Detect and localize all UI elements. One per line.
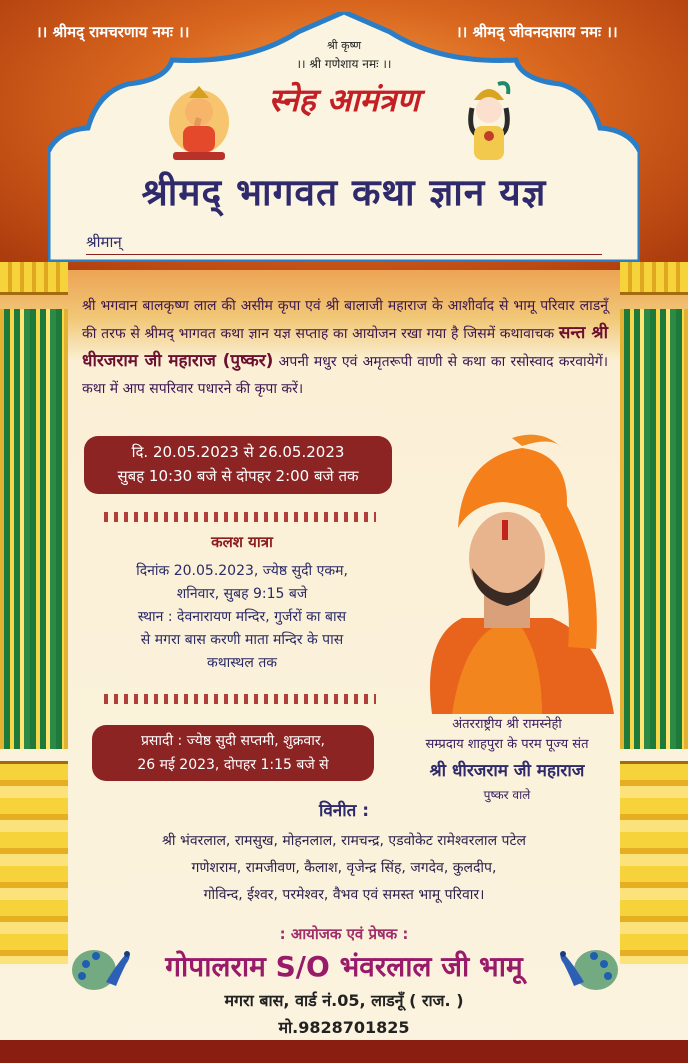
- shriman-label: श्रीमान्: [86, 233, 122, 251]
- page-title: श्रीमद् भागवत कथा ज्ञान यज्ञ: [141, 171, 547, 214]
- organizer-name: गोपालराम S/O भंवरलाल जी भामू: [165, 950, 523, 983]
- family-line: गणेशराम, रामजीवण, कैलाश, वृजेन्द्र सिंह, जगदेव, कुलदीप,: [191, 860, 497, 876]
- ornamental-divider: [104, 694, 376, 704]
- family-names: [76, 828, 612, 909]
- organizer-address: मगरा बास, वार्ड नं.05, लाडनूँ ( राज. ): [224, 991, 464, 1010]
- kalash-line: से मगरा बास करणी माता मन्दिर के पास: [140, 632, 344, 648]
- ornamental-divider: [104, 512, 376, 522]
- saint-caption-line: सम्प्रदाय शाहपुरा के परम पूज्य संत: [425, 737, 589, 752]
- saint-caption-line: अंतरराष्ट्रीय श्री रामस्नेही: [452, 717, 562, 732]
- saint-place: पुष्कर वाले: [483, 788, 531, 802]
- family-line: गोविन्द, ईश्वर, परमेश्वर, वैभव एवं समस्त भामू परिवार।: [203, 887, 485, 903]
- schedule-dates: दि. 20.05.2023 से 26.05.2023: [131, 443, 345, 461]
- shriman-underline: [86, 232, 602, 255]
- date-pill: [84, 436, 392, 494]
- krishna-image: [458, 78, 520, 166]
- prasadi-pill: [92, 725, 374, 781]
- kalash-details: [90, 560, 394, 675]
- kalash-line: कथास्थल तक: [206, 655, 278, 671]
- schedule-time: सुबह 10:30 बजे से दोपहर 2:00 बजे तक: [117, 467, 359, 485]
- ganesh-image: [163, 82, 235, 164]
- sneh-aamantran-heading: स्नेह आमंत्रण: [268, 81, 420, 119]
- mantra-right: ।। श्रीमद् जीवनदासाय नमः ।।: [456, 23, 618, 41]
- kalash-title: कलश यात्रा: [211, 533, 273, 551]
- ganeshaya-mantra: ।। श्री गणेशाय नमः ।।: [296, 57, 392, 71]
- saint-name: श्री धीरजराम जी महाराज: [429, 761, 585, 781]
- saint-photo: [392, 428, 614, 714]
- saint-caption: [396, 715, 618, 755]
- family-line: श्री भंवरलाल, रामसुख, मोहनलाल, रामचन्द्र, एडवोकेट रामेश्वरलाल पटेल: [161, 833, 527, 849]
- shri-krishna-text: श्री कृष्ण: [326, 39, 362, 52]
- intro-part1: श्री भगवान बालकृष्ण लाल की असीम कृपा एवं श्री बालाजी महाराज के आशीर्वाद से भामू परिवार लाडनूँ की तरफ से श्रीमद् भागवत कथा ज्ञान यज्ञ सप्ताह का आयोजन रखा गया है जिसमें कथावाचक: [82, 298, 608, 342]
- kalash-line: स्थान : देवनारायण मन्दिर, गुर्जरों का बास: [137, 609, 347, 625]
- organizer-label: : आयोजक एवं प्रेषक :: [279, 925, 409, 943]
- mantra-left: ।। श्रीमद् रामचरणाय नमः ।।: [36, 23, 190, 41]
- bottom-border: [0, 1040, 688, 1063]
- kalash-line: दिनांक 20.05.2023, ज्येष्ठ सुदी एकम,: [136, 563, 348, 579]
- organizer-phone: मो.9828701825: [278, 1018, 410, 1037]
- intro-paragraph: [82, 293, 608, 403]
- prasadi-line: 26 मई 2023, दोपहर 1:15 बजे से: [137, 757, 329, 773]
- kalash-line: शनिवार, सुबह 9:15 बजे: [176, 586, 308, 602]
- vineet-heading: विनीत :: [318, 801, 370, 821]
- intro-highlight: सन्त श्री धीरजराम जी महाराज (पुष्कर): [82, 323, 608, 371]
- prasadi-line: प्रसादी : ज्येष्ठ सुदी सप्तमी, शुक्रवार,: [140, 733, 326, 749]
- intro-part2: अपनी मधुर एवं अमृतरूपी वाणी से कथा का रसोस्वाद करवायेगें। कथा में आप सपरिवार पधारने की कृपा करें।: [82, 354, 608, 397]
